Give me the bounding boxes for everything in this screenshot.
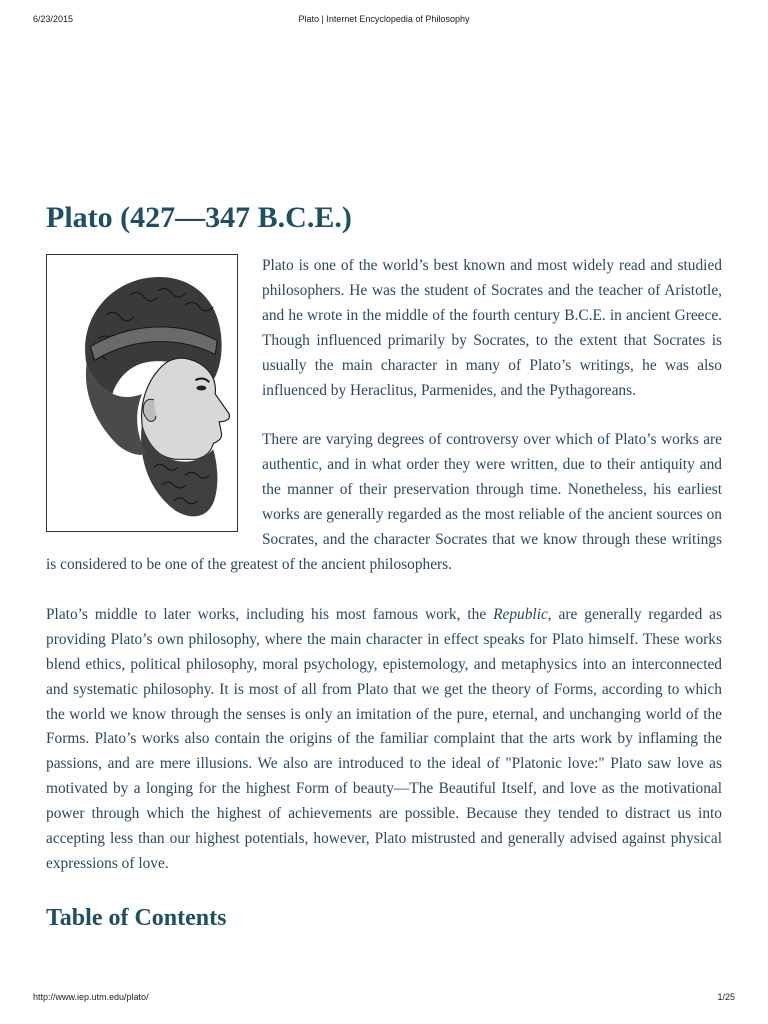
page-title: Plato (427—347 B.C.E.) [46, 201, 352, 234]
plato-bust-icon [47, 255, 237, 531]
later-works-text-rest: , are generally regarded as providing Plato’s own philosophy, where the main character in effect speaks for Plato himself. These works blend ethics, political philosophy, moral psychology, epistemology, and metaphysics into an interconnected and systematic philosophy. It is most of all from Plato that we get the theory of Forms, according to which the world we know through the senses is only an imitation of the pure, eternal, and unchanging world of the Forms. Plato’s works also contain the origins of the familiar complaint that the arts work by inflaming the passions, and are mere illusions. We also are introduced to the ideal of "Platonic love:" Plato saw love as motivated by a longing for the highest Form of beauty—The Beautiful Itself, and love as the motivational power through which the highest of achievements are possible. Because they tended to distract us into accepting less than our highest potentials, however, Plato mistrusted and generally advised against physical expressions of love. [46, 605, 722, 872]
print-page-number: 1/25 [717, 992, 735, 1002]
print-header [0, 14, 768, 28]
later-works-paragraph [46, 603, 722, 877]
print-url: http://www.iep.utm.edu/plato/ [33, 992, 149, 1002]
print-footer [0, 992, 768, 1006]
article [46, 196, 722, 934]
plato-portrait-image [46, 254, 238, 532]
authenticity-paragraph: There are varying degrees of controversy over which of Plato’s works are authentic, and in what order they were written, due to their antiquity and the manner of their preservation through time. Nonetheless, his earliest works are generally regarded as the most reliable of the ancient sources on Socrates, and the character Socrates that we know through these writings is considered to be one of the greatest of the ancient philosophers. [46, 431, 722, 573]
republic-title: Republic [493, 605, 548, 623]
print-document-title: Plato | Internet Encyclopedia of Philosophy [298, 14, 470, 24]
print-date: 6/23/2015 [33, 14, 74, 24]
table-of-contents-heading: Table of Contents [46, 904, 227, 931]
later-works-text-start: Plato’s middle to later works, including his most famous work, the [46, 605, 494, 623]
intro-paragraph: Plato is one of the world’s best known and most widely read and studied philosophers. He was the student of Socrates and the teacher of Aristotle, and he wrote in the middle of the fourth century B.C.E. in ancient Greece. Though influenced primarily by Socrates, to the extent that Socrates is usually the main character in many of Plato’s writings, he was also influenced by Heraclitus, Parmenides, and the Pythagoreans. [262, 257, 722, 399]
